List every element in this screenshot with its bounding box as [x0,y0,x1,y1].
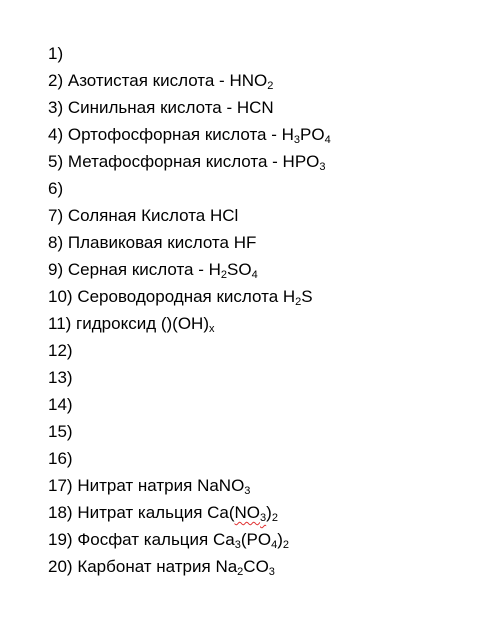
list-item [48,391,468,418]
list-item [48,40,468,67]
item-text: Серная кислота - [67,260,209,279]
formula-subscript: 2 [220,269,228,281]
formula-subscript: 3 [293,134,301,146]
list-item [48,472,468,499]
item-number: 9) [48,260,64,279]
list-item [48,175,468,202]
item-number: 7) [48,206,64,225]
formula-part: HCN [236,98,274,117]
item-number: 13) [48,368,73,387]
formula-subscript: 3 [234,539,241,551]
item-text: Соляная Кислота [67,206,210,225]
item-number: 11) [48,314,72,333]
list-item [48,364,468,391]
chemical-formula [229,71,273,90]
formula-part: HCl [209,206,239,225]
formula-part: HF [233,233,257,252]
list-item [48,229,468,256]
chemical-formula [237,98,274,117]
list-item [48,337,468,364]
formula-part: ) [266,503,272,522]
list-item [48,283,468,310]
formula-subscript: 4 [324,134,331,146]
formula-subscript: 2 [267,80,274,92]
formula-part: Ca( [207,503,235,522]
chemical-formula [213,530,289,549]
formula-part: NaNO [197,476,245,495]
formula-part: Na [215,557,238,576]
formula-subscript: 3 [244,485,251,497]
item-text: Карбонат натрия [77,557,216,576]
formula-part: (PO [240,530,272,549]
document-body [48,40,468,580]
list-item [48,121,468,148]
chemical-formula [161,314,215,333]
formula-part: PO [300,125,325,144]
list-item [48,148,468,175]
formula-part: ) [277,530,283,549]
list-item [48,445,468,472]
item-text: Плавиковая кислота [67,233,234,252]
item-number: 5) [48,152,64,171]
item-number: 20) [48,557,73,576]
list-item [48,310,468,337]
chemical-formula [210,206,238,225]
formula-subscript: 3 [268,566,275,578]
item-text: Метафосфорная кислота - [67,152,283,171]
formula-part: NO [234,503,261,522]
formula-part: Ca [212,530,235,549]
item-text: Синильная кислота - [67,98,237,117]
list-item [48,418,468,445]
item-text: Нитрат натрия [77,476,198,495]
list-item [48,553,468,580]
item-text: Азотистая кислота - [67,71,230,90]
chemical-formula [234,233,257,252]
chemical-formula [215,557,274,576]
item-number: 16) [48,449,73,468]
item-number: 15) [48,422,73,441]
item-text: Сероводородная кислота [77,287,283,306]
item-number: 10) [48,287,73,306]
formula-part: H [282,287,296,306]
formula-part: HPO [282,152,320,171]
chemical-formula [209,260,258,279]
item-number: 17) [48,476,73,495]
formula-subscript: 4 [251,269,258,281]
chemical-formula [283,287,313,306]
formula-subscript: 3 [319,161,326,173]
list-item [48,499,468,526]
item-number: 8) [48,233,64,252]
item-number: 6) [48,179,64,198]
formula-subscript: 4 [271,539,278,551]
item-number: 19) [48,530,73,549]
item-number: 12) [48,341,73,360]
list-item [48,94,468,121]
item-text: Фосфат кальция [77,530,213,549]
formula-part: SO [227,260,252,279]
item-number: 3) [48,98,64,117]
formula-part: CO [243,557,269,576]
item-number: 1) [48,44,64,63]
item-text: Нитрат кальция [77,503,208,522]
item-number: 18) [48,503,73,522]
list-item [48,67,468,94]
formula-part: H [281,125,294,144]
item-number: 2) [48,71,64,90]
list-item [48,202,468,229]
chemical-formula [282,125,331,144]
item-number: 14) [48,395,73,414]
list-item [48,256,468,283]
formula-subscript: x [209,323,215,335]
formula-subscript: 2 [282,539,289,551]
formula-subscript: 2 [237,566,244,578]
formula-subscript: 2 [271,512,278,524]
formula-subscript: 2 [295,296,302,308]
list-item [48,526,468,553]
item-text: Ортофосфорная кислота - [67,125,282,144]
chemical-formula [207,503,278,522]
chemical-formula [283,152,326,171]
chemical-formula [197,476,250,495]
formula-part: S [301,287,313,306]
formula-part: H [208,260,221,279]
item-number: 4) [48,125,64,144]
formula-part: HNO [229,71,268,90]
item-text: гидроксид [76,314,161,333]
formula-part: ()(OH) [160,314,209,333]
formula-subscript: 3 [260,512,267,524]
